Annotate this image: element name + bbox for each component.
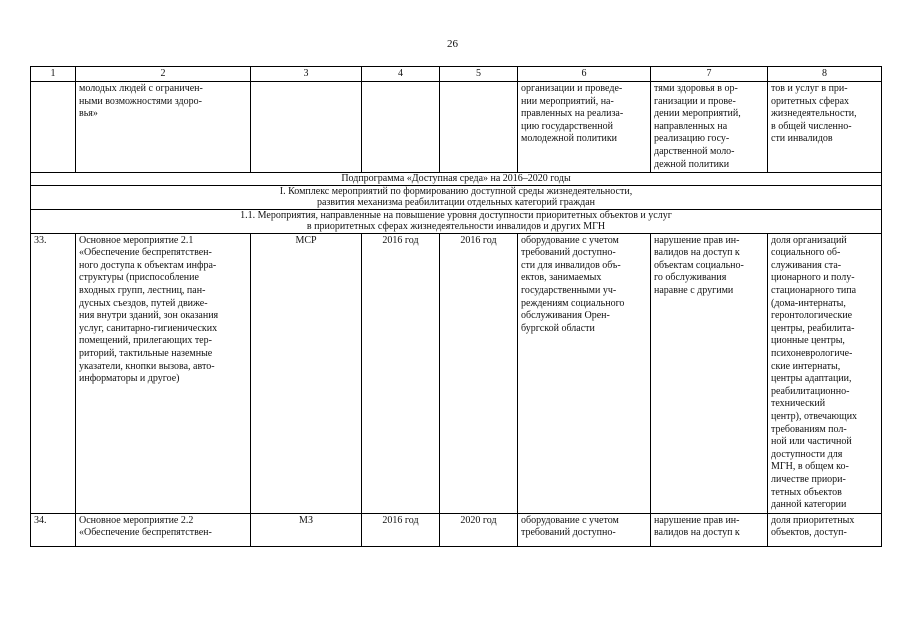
cell-measure: молодых людей с ограничен- ными возможностями здоро- вья» xyxy=(76,82,251,173)
column-number-row xyxy=(31,67,882,82)
column-number: 7 xyxy=(651,67,768,82)
row-number: 34. xyxy=(31,513,76,546)
cell-indicator: доля организаций социального об- служивания ста- ционарного и полу- стационарного типа (дома-интернаты, геронтологические центры, реабилита- ционные центры, психоневрологиче- ские интернаты, центры адаптации, реабилитационно- технический центр), отвечающих требованиям пол- ной или частичной доступности для МГН, в общем ко- личестве приори- тетных объектов данной категории xyxy=(768,233,882,513)
subprogram-row xyxy=(31,173,882,186)
column-number: 3 xyxy=(251,67,362,82)
cell-executor: МЗ xyxy=(251,513,362,546)
cell-consequence: нарушение прав ин- валидов на доступ к объектам социально- го обслуживания наравне с другими xyxy=(651,233,768,513)
cell-consequence: нарушение прав ин- валидов на доступ к xyxy=(651,513,768,546)
cell-empty xyxy=(440,82,518,173)
complex-title-line: развития механизма реабилитации отдельных категорий граждан xyxy=(316,197,596,209)
cell-empty xyxy=(31,82,76,173)
complex-title xyxy=(31,185,882,209)
table-row-continuation xyxy=(31,82,882,173)
cell-start-year: 2016 год xyxy=(362,513,440,546)
table-row-33 xyxy=(31,233,882,513)
complex-row xyxy=(31,185,882,209)
cell-empty xyxy=(251,82,362,173)
page-number: 26 xyxy=(447,38,458,50)
column-number: 5 xyxy=(440,67,518,82)
cell-end-year: 2020 год xyxy=(440,513,518,546)
measures-title-line: в приоритетных сферах жизнедеятельности инвалидов и других МГН xyxy=(306,221,606,233)
cell-consequence: тями здоровья в ор- ганизации и прове- дении мероприятий, направленных на реализацию госу- дарственной моло- дежной политики xyxy=(651,82,768,173)
cell-start-year: 2016 год xyxy=(362,233,440,513)
cell-executor: МСР xyxy=(251,233,362,513)
cell-empty xyxy=(362,82,440,173)
subprogram-title: Подпрограмма «Доступная среда» на 2016–2020 годы xyxy=(31,173,882,186)
cell-result: организации и проведе- нии мероприятий, на- правленных на реализа- цию государственной молодежной политики xyxy=(518,82,651,173)
cell-measure: Основное мероприятие 2.2 «Обеспечение беспрепятствен- xyxy=(76,513,251,546)
column-number: 8 xyxy=(768,67,882,82)
column-number: 1 xyxy=(31,67,76,82)
column-number: 4 xyxy=(362,67,440,82)
column-number: 2 xyxy=(76,67,251,82)
table-row-34 xyxy=(31,513,882,546)
row-number: 33. xyxy=(31,233,76,513)
complex-title-line: I. Комплекс мероприятий по формированию доступной среды жизнедеятельности, xyxy=(279,185,633,197)
column-number: 6 xyxy=(518,67,651,82)
cell-indicator: тов и услуг в при- оритетных сферах жизнедеятельности, в общей численно- сти инвалидов xyxy=(768,82,882,173)
measures-title-line: 1.1. Мероприятия, направленные на повышение уровня доступности приоритетных объектов и услуг xyxy=(240,209,672,221)
measures-row xyxy=(31,209,882,233)
cell-measure: Основное мероприятие 2.1 «Обеспечение беспрепятствен- ного доступа к объектам инфра- структуры (приспособление входных групп, лестниц, пан- дусных съездов, путей движе- ния внутри зданий, зон оказания услуг, санитарно-гигиенических помещений, прилегающих тер- риторий, тактильные наземные указатели, кнопки вызова, авто- информаторы и другое) xyxy=(76,233,251,513)
measures-title xyxy=(31,209,882,233)
cell-result: оборудование с учетом требований доступно- xyxy=(518,513,651,546)
cell-indicator: доля приоритетных объектов, доступ- xyxy=(768,513,882,546)
cell-result: оборудование с учетом требований доступно- сти для инвалидов объ- ектов, занимаемых государственными уч- реждениям социального обслуживания Орен- бургской области xyxy=(518,233,651,513)
cell-end-year: 2016 год xyxy=(440,233,518,513)
program-table xyxy=(30,66,882,547)
